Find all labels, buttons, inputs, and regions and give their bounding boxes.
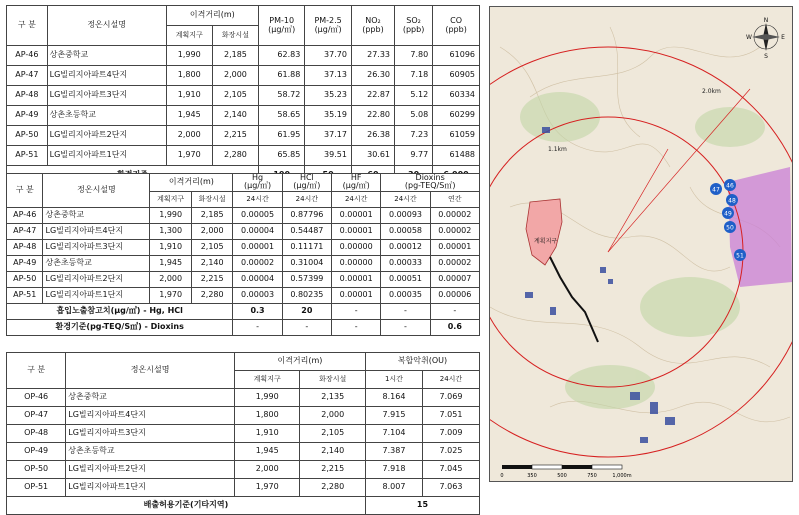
dist-plan: 2,000	[166, 126, 212, 146]
hf-value: 0.00001	[332, 271, 381, 287]
hf-value: 0.00001	[332, 207, 381, 223]
facility-name: LG빌리지아파트4단지	[43, 223, 150, 239]
header-hcl-24h: 24시간	[282, 191, 331, 207]
dioxins-annual: 0.00002	[430, 255, 479, 271]
header-dist-crem: 화장시설	[191, 191, 233, 207]
row-id: AP-49	[7, 106, 48, 126]
hf-value: 0.00000	[332, 239, 381, 255]
dioxins-24h: 0.00033	[381, 255, 430, 271]
compass-w: W	[746, 34, 752, 41]
header-distance: 이격거리(m)	[234, 353, 365, 371]
dist-plan: 1,970	[234, 479, 300, 497]
marker-46: 46	[726, 182, 734, 190]
dioxins-annual: 0.00007	[430, 271, 479, 287]
pm25-value: 35.23	[305, 86, 352, 106]
facility-name: 상촌초등학교	[43, 255, 150, 271]
odor-24h: 7.025	[422, 443, 479, 461]
pm25-value: 37.17	[305, 126, 352, 146]
header-odor: 복합악취(OU)	[365, 353, 479, 371]
facility-name: 상촌중학교	[47, 46, 166, 66]
dist-crem: 2,000	[191, 223, 233, 239]
odor-24h: 7.045	[422, 461, 479, 479]
row-id: AP-49	[7, 255, 43, 271]
dist-plan: 2,000	[234, 461, 300, 479]
header-dist-plan: 계획지구	[234, 371, 300, 389]
so2-value: 9.77	[395, 146, 433, 166]
ref1-dx24: -	[381, 303, 430, 319]
header-distance: 이격거리(m)	[166, 6, 258, 26]
header-hf: HF (μg/㎥)	[332, 174, 381, 192]
row-id: AP-47	[7, 66, 48, 86]
header-pm10: PM-10 (μg/㎥)	[259, 6, 305, 46]
dist-plan: 1,945	[234, 443, 300, 461]
co-value: 60905	[433, 66, 480, 86]
row-id: AP-46	[7, 207, 43, 223]
dioxins-24h: 0.00035	[381, 287, 430, 303]
no2-value: 26.38	[351, 126, 394, 146]
no2-value: 22.80	[351, 106, 394, 126]
dist-crem: 2,000	[300, 407, 366, 425]
header-hg: Hg (μg/㎥)	[233, 174, 282, 192]
dist-crem: 2,215	[300, 461, 366, 479]
odor-24h: 7.063	[422, 479, 479, 497]
row-id: AP-48	[7, 86, 48, 106]
table-row	[7, 443, 480, 461]
table-row	[7, 239, 480, 255]
urban-area	[728, 167, 792, 287]
table-row	[7, 479, 480, 497]
header-odor-24h: 24시간	[422, 371, 479, 389]
dist-crem: 2,105	[300, 425, 366, 443]
dioxins-24h: 0.00012	[381, 239, 430, 255]
table-row	[7, 425, 480, 443]
row-id: OP-48	[7, 425, 66, 443]
marker-51: 51	[736, 252, 744, 260]
ref1-dxy: -	[430, 303, 479, 319]
row-id: AP-51	[7, 146, 48, 166]
dioxins-annual: 0.00001	[430, 239, 479, 255]
ring-outer-label: 2.0km	[702, 88, 721, 95]
facility-name: LG빌리지아파트3단지	[47, 86, 166, 106]
odor-table	[6, 352, 480, 515]
row-id: OP-50	[7, 461, 66, 479]
dist-crem: 2,140	[191, 255, 233, 271]
ref1-hf: -	[332, 303, 381, 319]
ref2-dx24: -	[381, 319, 430, 335]
hg-value: 0.00001	[233, 239, 282, 255]
dist-plan: 1,910	[166, 86, 212, 106]
facility-name: 상촌초등학교	[47, 106, 166, 126]
header-facility: 정온시설명	[43, 174, 150, 208]
compass-s: S	[764, 53, 768, 60]
co-value: 61488	[433, 146, 480, 166]
facility-name: LG빌리지아파트3단지	[66, 425, 235, 443]
table-row	[7, 255, 480, 271]
pm25-value: 35.19	[305, 106, 352, 126]
facility-name: LG빌리지아파트2단지	[47, 126, 166, 146]
hf-value: 0.00001	[332, 223, 381, 239]
row-id: OP-49	[7, 443, 66, 461]
marker-48: 48	[728, 197, 736, 205]
header-pm25: PM-2.5 (μg/㎥)	[305, 6, 352, 46]
row-id: OP-46	[7, 389, 66, 407]
dist-plan: 1,300	[150, 223, 192, 239]
hcl-value: 0.80235	[282, 287, 331, 303]
facility-name: LG빌리지아파트2단지	[66, 461, 235, 479]
hf-value: 0.00000	[332, 255, 381, 271]
pm25-value: 37.13	[305, 66, 352, 86]
table-row	[7, 223, 480, 239]
hcl-value: 0.87796	[282, 207, 331, 223]
pm10-value: 65.85	[259, 146, 305, 166]
co-value: 61096	[433, 46, 480, 66]
row-id: OP-51	[7, 479, 66, 497]
header-co: CO (ppb)	[433, 6, 480, 46]
ref2-hcl: -	[282, 319, 331, 335]
odor-standard-label: 배출허용기준(기타지역)	[7, 497, 366, 515]
header-dist-plan: 계획지구	[166, 26, 212, 46]
dist-plan: 1,945	[150, 255, 192, 271]
air-quality-table	[6, 5, 480, 186]
facility-name: LG빌리지아파트4단지	[47, 66, 166, 86]
dist-crem: 2,135	[300, 389, 366, 407]
ref2-hg: -	[233, 319, 282, 335]
hg-value: 0.00002	[233, 255, 282, 271]
ref1-hcl: 20	[282, 303, 331, 319]
dist-plan: 1,800	[166, 66, 212, 86]
odor-1h: 8.164	[365, 389, 422, 407]
hcl-value: 0.57399	[282, 271, 331, 287]
header-facility: 정온시설명	[66, 353, 235, 389]
header-dist-crem: 화장시설	[212, 26, 258, 46]
dioxins-24h: 0.00093	[381, 207, 430, 223]
no2-value: 27.33	[351, 46, 394, 66]
odor-standard-value: 15	[365, 497, 479, 515]
odor-24h: 7.009	[422, 425, 479, 443]
table-row	[7, 86, 480, 106]
header-gubun: 구 분	[7, 6, 48, 46]
dist-plan: 1,910	[150, 239, 192, 255]
table-row	[7, 461, 480, 479]
dist-plan: 1,945	[166, 106, 212, 126]
dist-plan: 1,800	[234, 407, 300, 425]
facility-name: LG빌리지아파트1단지	[47, 146, 166, 166]
so2-value: 7.18	[395, 66, 433, 86]
header-hg-24h: 24시간	[233, 191, 282, 207]
marker-47: 47	[712, 186, 720, 194]
table-row	[7, 271, 480, 287]
ref1-label: 흡입노출참고치(μg/㎥) - Hg, HCl	[7, 303, 233, 319]
odor-24h: 7.069	[422, 389, 479, 407]
header-dioxins: Dioxins (pg-TEQ/S㎥)	[381, 174, 480, 192]
no2-value: 22.87	[351, 86, 394, 106]
odor-1h: 7.915	[365, 407, 422, 425]
hg-value: 0.00004	[233, 223, 282, 239]
odor-1h: 7.918	[365, 461, 422, 479]
pm10-value: 58.72	[259, 86, 305, 106]
so2-value: 7.23	[395, 126, 433, 146]
table-row	[7, 389, 480, 407]
ring-inner-label: 1.1km	[548, 146, 567, 153]
dioxins-annual: 0.00002	[430, 223, 479, 239]
dioxins-annual: 0.00006	[430, 287, 479, 303]
row-id: AP-47	[7, 223, 43, 239]
no2-value: 30.61	[351, 146, 394, 166]
header-dx-annual: 연간	[430, 191, 479, 207]
facility-name: LG빌리지아파트1단지	[43, 287, 150, 303]
dist-crem: 2,105	[191, 239, 233, 255]
dist-crem: 2,000	[212, 66, 258, 86]
marker-50: 50	[726, 224, 734, 232]
odor-1h: 7.104	[365, 425, 422, 443]
hcl-value: 0.54487	[282, 223, 331, 239]
dist-plan: 1,990	[234, 389, 300, 407]
ref2-dxy: 0.6	[430, 319, 479, 335]
dist-plan: 1,910	[234, 425, 300, 443]
hcl-value: 0.11171	[282, 239, 331, 255]
dioxins-24h: 0.00058	[381, 223, 430, 239]
co-value: 61059	[433, 126, 480, 146]
dist-crem: 2,280	[191, 287, 233, 303]
pm10-value: 58.65	[259, 106, 305, 126]
table-row	[7, 287, 480, 303]
dist-plan: 1,990	[150, 207, 192, 223]
hazardous-table	[6, 173, 480, 336]
table-row	[7, 407, 480, 425]
dist-crem: 2,215	[212, 126, 258, 146]
row-id: OP-47	[7, 407, 66, 425]
marker-49: 49	[724, 210, 732, 218]
dist-crem: 2,140	[300, 443, 366, 461]
header-no2: NO₂ (ppb)	[351, 6, 394, 46]
co-value: 60334	[433, 86, 480, 106]
scale-tick-1: 350	[527, 473, 537, 479]
header-gubun: 구 분	[7, 353, 66, 389]
scale-tick-0: 0	[500, 473, 504, 479]
hg-value: 0.00004	[233, 271, 282, 287]
header-gubun: 구 분	[7, 174, 43, 208]
row-id: AP-51	[7, 287, 43, 303]
odor-1h: 8.007	[365, 479, 422, 497]
table-row	[7, 126, 480, 146]
site-map	[489, 6, 793, 482]
header-hcl: HCl (μg/㎥)	[282, 174, 331, 192]
header-dist-plan: 계획지구	[150, 191, 192, 207]
dist-plan: 1,970	[150, 287, 192, 303]
row-id: AP-50	[7, 126, 48, 146]
scale-tick-2: 500	[557, 473, 567, 479]
dist-crem: 2,280	[300, 479, 366, 497]
dist-crem: 2,185	[191, 207, 233, 223]
ref2-label: 환경기준(pg-TEQ/S㎥) - Dioxins	[7, 319, 233, 335]
table-row	[7, 146, 480, 166]
no2-value: 26.30	[351, 66, 394, 86]
compass-e: E	[781, 34, 785, 41]
map-canvas	[490, 7, 792, 481]
facility-name: LG빌리지아파트2단지	[43, 271, 150, 287]
hg-value: 0.00003	[233, 287, 282, 303]
dist-plan: 1,990	[166, 46, 212, 66]
dist-crem: 2,280	[212, 146, 258, 166]
dist-crem: 2,105	[212, 86, 258, 106]
dist-plan: 1,970	[166, 146, 212, 166]
ref2-hf: -	[332, 319, 381, 335]
table-row	[7, 46, 480, 66]
facility-name: 상촌중학교	[66, 389, 235, 407]
row-id: AP-46	[7, 46, 48, 66]
header-odor-1h: 1시간	[365, 371, 422, 389]
header-hf-24h: 24시간	[332, 191, 381, 207]
table-row	[7, 207, 480, 223]
facility-name: 상촌중학교	[43, 207, 150, 223]
so2-value: 5.12	[395, 86, 433, 106]
header-distance: 이격거리(m)	[150, 174, 233, 192]
hf-value: 0.00001	[332, 287, 381, 303]
header-dx-24h: 24시간	[381, 191, 430, 207]
pm25-value: 37.70	[305, 46, 352, 66]
hg-value: 0.00005	[233, 207, 282, 223]
co-value: 60299	[433, 106, 480, 126]
scale-tick-4: 1,000m	[612, 473, 632, 479]
hcl-value: 0.31004	[282, 255, 331, 271]
header-so2: SO₂ (ppb)	[395, 6, 433, 46]
facility-name: LG빌리지아파트1단지	[66, 479, 235, 497]
table-row	[7, 106, 480, 126]
plan-area-label: 계획지구	[534, 238, 558, 245]
so2-value: 7.80	[395, 46, 433, 66]
header-facility: 정온시설명	[47, 6, 166, 46]
dist-crem: 2,215	[191, 271, 233, 287]
facility-name: LG빌리지아파트3단지	[43, 239, 150, 255]
pm10-value: 61.95	[259, 126, 305, 146]
ref1-hg: 0.3	[233, 303, 282, 319]
so2-value: 5.08	[395, 106, 433, 126]
compass-n: N	[763, 17, 769, 24]
scale-tick-3: 750	[587, 473, 597, 479]
odor-1h: 7.387	[365, 443, 422, 461]
facility-name: LG빌리지아파트4단지	[66, 407, 235, 425]
pm25-value: 39.51	[305, 146, 352, 166]
dist-plan: 2,000	[150, 271, 192, 287]
dist-crem: 2,185	[212, 46, 258, 66]
pm10-value: 62.83	[259, 46, 305, 66]
dist-crem: 2,140	[212, 106, 258, 126]
row-id: AP-50	[7, 271, 43, 287]
header-dist-crem: 화장시설	[300, 371, 366, 389]
table-row	[7, 66, 480, 86]
odor-24h: 7.051	[422, 407, 479, 425]
row-id: AP-48	[7, 239, 43, 255]
dioxins-annual: 0.00002	[430, 207, 479, 223]
dioxins-24h: 0.00051	[381, 271, 430, 287]
facility-name: 상촌초등학교	[66, 443, 235, 461]
pm10-value: 61.88	[259, 66, 305, 86]
